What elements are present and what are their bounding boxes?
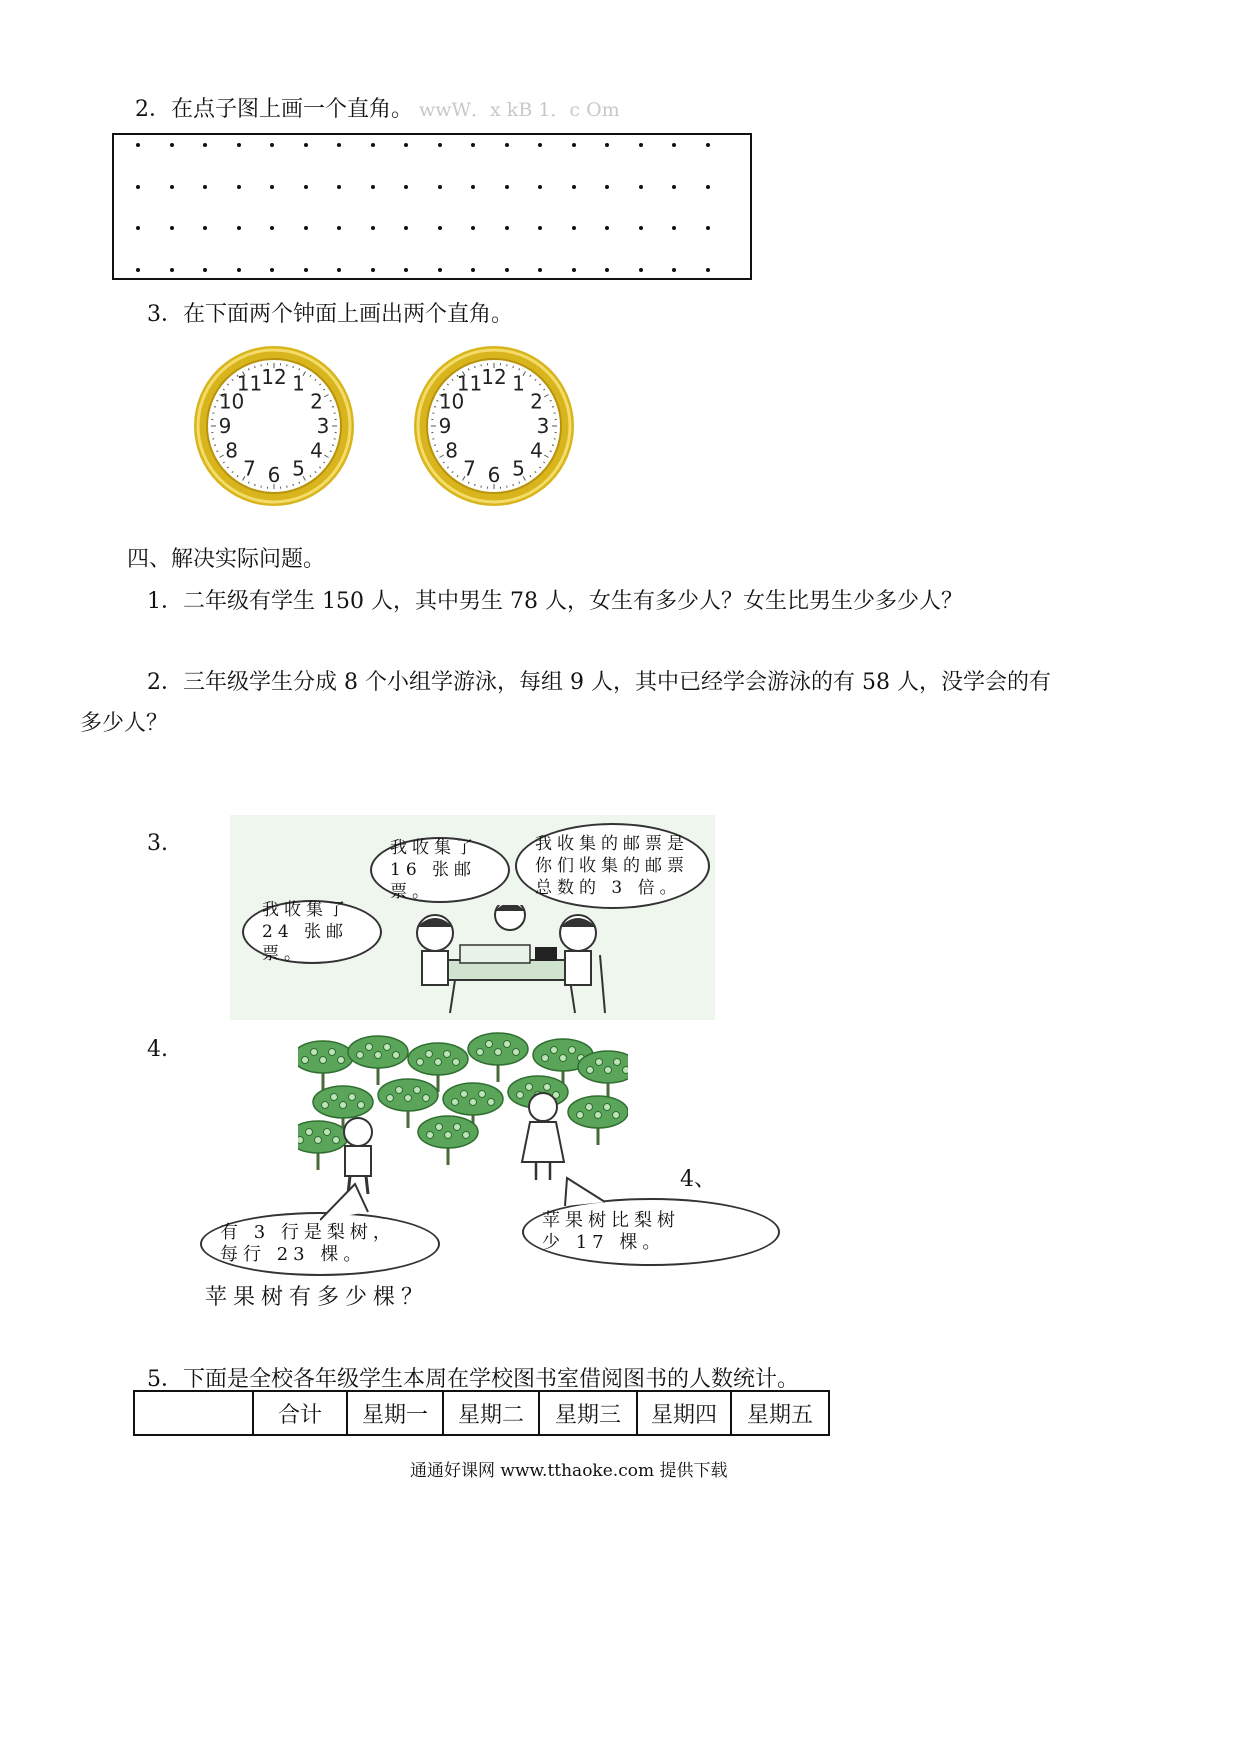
orchard-illustration — [298, 1032, 628, 1197]
problem-4-question: 苹果树有多少棵？ — [205, 1285, 430, 1310]
speech-bubble-apple-trees: 苹果树比梨树 少 17 棵。 — [522, 1198, 780, 1266]
grid-dot[interactable] — [471, 185, 475, 189]
table-header-cell: 星期五 — [731, 1391, 829, 1435]
grid-dot[interactable] — [337, 226, 341, 230]
grid-dot[interactable] — [605, 268, 609, 272]
clock-number: 1 — [292, 371, 305, 396]
grid-dot[interactable] — [505, 268, 509, 272]
grid-dot[interactable] — [505, 226, 509, 230]
grid-dot[interactable] — [371, 143, 375, 147]
grid-dot[interactable] — [270, 268, 274, 272]
problem-2-text-line2: 多少人？ — [80, 711, 169, 736]
clock-face-left[interactable] — [190, 340, 358, 512]
grid-dot[interactable] — [538, 226, 542, 230]
grid-dot[interactable] — [505, 143, 509, 147]
grid-dot[interactable] — [538, 268, 542, 272]
grid-dot[interactable] — [538, 185, 542, 189]
grid-dot[interactable] — [438, 143, 442, 147]
grid-dot[interactable] — [337, 143, 341, 147]
table-header-cell: 星期三 — [539, 1391, 637, 1435]
grid-dot[interactable] — [304, 268, 308, 272]
clock-number: 5 — [292, 456, 305, 481]
clock-number: 6 — [267, 463, 281, 487]
problem-5-label: 5．下面是全校各年级学生本周在学校图书室借阅图书的人数统计。 — [147, 1367, 799, 1392]
grid-dot[interactable] — [572, 185, 576, 189]
clock-number: 1 — [512, 371, 525, 396]
clock-number: 12 — [481, 365, 507, 389]
question-2-label: 2．在点子图上画一个直角。 wwW．x kB 1．c Om — [135, 97, 620, 122]
grid-dot[interactable] — [170, 268, 174, 272]
grid-dot[interactable] — [304, 185, 308, 189]
page-footer: 通通好课网 www.tthaoke.com 提供下载 — [410, 1461, 728, 1481]
grid-dot[interactable] — [404, 268, 408, 272]
grid-dot[interactable] — [136, 143, 140, 147]
clock-number: 8 — [445, 438, 458, 463]
dot-grid[interactable] — [112, 133, 752, 280]
grid-dot[interactable] — [136, 185, 140, 189]
grid-dot[interactable] — [136, 226, 140, 230]
grid-dot[interactable] — [605, 185, 609, 189]
grid-dot[interactable] — [203, 226, 207, 230]
clock-number: 2 — [530, 389, 543, 414]
grid-dot[interactable] — [639, 143, 643, 147]
clock-number: 7 — [463, 456, 476, 481]
grid-dot[interactable] — [270, 226, 274, 230]
grid-dot[interactable] — [505, 185, 509, 189]
problem-1-text: 1．二年级有学生 150 人，其中男生 78 人，女生有多少人？女生比男生少多少人？ — [147, 589, 963, 614]
bubble-tail-right — [555, 1176, 615, 1208]
clock-number: 10 — [438, 389, 465, 414]
grid-dot[interactable] — [538, 143, 542, 147]
table-header-cell: 星期二 — [443, 1391, 539, 1435]
grid-dot[interactable] — [203, 185, 207, 189]
clock-number: 11 — [236, 371, 263, 396]
clock-number: 4 — [310, 438, 323, 463]
problem-4-number: 4. — [147, 1037, 168, 1062]
problem-4-side-number: 4、 — [680, 1167, 716, 1192]
grid-dot[interactable] — [371, 268, 375, 272]
problem-3-number: 3. — [147, 831, 168, 856]
grid-dot[interactable] — [404, 226, 408, 230]
grid-dot[interactable] — [304, 143, 308, 147]
grid-dot[interactable] — [404, 143, 408, 147]
grid-dot[interactable] — [371, 185, 375, 189]
speech-bubble-pear-trees: 有 3 行是梨树， 每行 23 棵。 — [200, 1212, 440, 1276]
grid-dot[interactable] — [706, 143, 710, 147]
grid-dot[interactable] — [706, 185, 710, 189]
grid-dot[interactable] — [639, 185, 643, 189]
grid-dot[interactable] — [706, 226, 710, 230]
grid-dot[interactable] — [438, 226, 442, 230]
grid-dot[interactable] — [639, 268, 643, 272]
grid-dot[interactable] — [203, 268, 207, 272]
grid-dot[interactable] — [672, 143, 676, 147]
grid-dot[interactable] — [672, 268, 676, 272]
grid-dot[interactable] — [605, 143, 609, 147]
bubble-tail-left — [320, 1182, 380, 1222]
table-header-row — [134, 1391, 829, 1435]
clock-number: 5 — [512, 456, 525, 481]
grid-dot[interactable] — [572, 143, 576, 147]
grid-dot[interactable] — [304, 226, 308, 230]
children-at-table-drawing — [400, 905, 630, 1017]
table-header-cell — [134, 1391, 253, 1435]
grid-dot[interactable] — [672, 185, 676, 189]
grid-dot[interactable] — [471, 226, 475, 230]
clock-number: 12 — [261, 365, 287, 389]
grid-dot[interactable] — [337, 268, 341, 272]
clock-number: 2 — [310, 389, 323, 414]
problem-2-text-line1: 2．三年级学生分成 8 个小组学游泳，每组 9 人，其中已经学会游泳的有 58 人，没学会的有 — [147, 670, 1051, 695]
grid-dot[interactable] — [170, 143, 174, 147]
grid-dot[interactable] — [572, 268, 576, 272]
grid-dot[interactable] — [438, 185, 442, 189]
grid-dot[interactable] — [672, 226, 676, 230]
clock-number: 4 — [530, 438, 543, 463]
table-header-cell: 星期一 — [347, 1391, 443, 1435]
grid-dot[interactable] — [639, 226, 643, 230]
grid-dot[interactable] — [237, 268, 241, 272]
question-3-label: 3．在下面两个钟面上画出两个直角。 — [147, 302, 513, 327]
clock-number: 10 — [218, 389, 245, 414]
grid-dot[interactable] — [471, 143, 475, 147]
grid-dot[interactable] — [170, 185, 174, 189]
speech-bubble-3-times: 我收集的邮票是 你们收集的邮票 总数的 3 倍。 — [515, 823, 710, 909]
grid-dot[interactable] — [237, 185, 241, 189]
clock-number: 9 — [218, 414, 232, 438]
table-header-cell: 合计 — [253, 1391, 347, 1435]
grid-dot[interactable] — [371, 226, 375, 230]
grid-dot[interactable] — [237, 226, 241, 230]
grid-dot[interactable] — [471, 268, 475, 272]
section-heading: 四、解决实际问题。 — [127, 547, 326, 572]
grid-dot[interactable] — [270, 185, 274, 189]
speech-bubble-24-stamps: 我收集了 24 张邮票。 — [242, 900, 382, 964]
grid-dot[interactable] — [170, 226, 174, 230]
grid-dot[interactable] — [572, 226, 576, 230]
grid-dot[interactable] — [337, 185, 341, 189]
clock-face-right[interactable] — [410, 340, 578, 512]
grid-dot[interactable] — [136, 268, 140, 272]
clock-number: 7 — [243, 456, 256, 481]
grid-dot[interactable] — [404, 185, 408, 189]
library-stats-table — [133, 1390, 830, 1436]
grid-dot[interactable] — [237, 143, 241, 147]
clock-number: 3 — [316, 414, 330, 438]
clock-number: 3 — [536, 414, 550, 438]
clock-number: 8 — [225, 438, 238, 463]
clock-number: 11 — [456, 371, 483, 396]
speech-bubble-16-stamps: 我收集了 16 张邮票。 — [370, 837, 510, 903]
stamp-illustration — [230, 815, 715, 1020]
watermark: wwW．x kB 1．c Om — [419, 99, 620, 121]
clock-number: 9 — [438, 414, 452, 438]
clock-number: 6 — [487, 463, 501, 487]
grid-dot[interactable] — [438, 268, 442, 272]
grid-dot[interactable] — [203, 143, 207, 147]
table-header-cell: 星期四 — [637, 1391, 731, 1435]
grid-dot[interactable] — [605, 226, 609, 230]
grid-dot[interactable] — [270, 143, 274, 147]
grid-dot[interactable] — [706, 268, 710, 272]
